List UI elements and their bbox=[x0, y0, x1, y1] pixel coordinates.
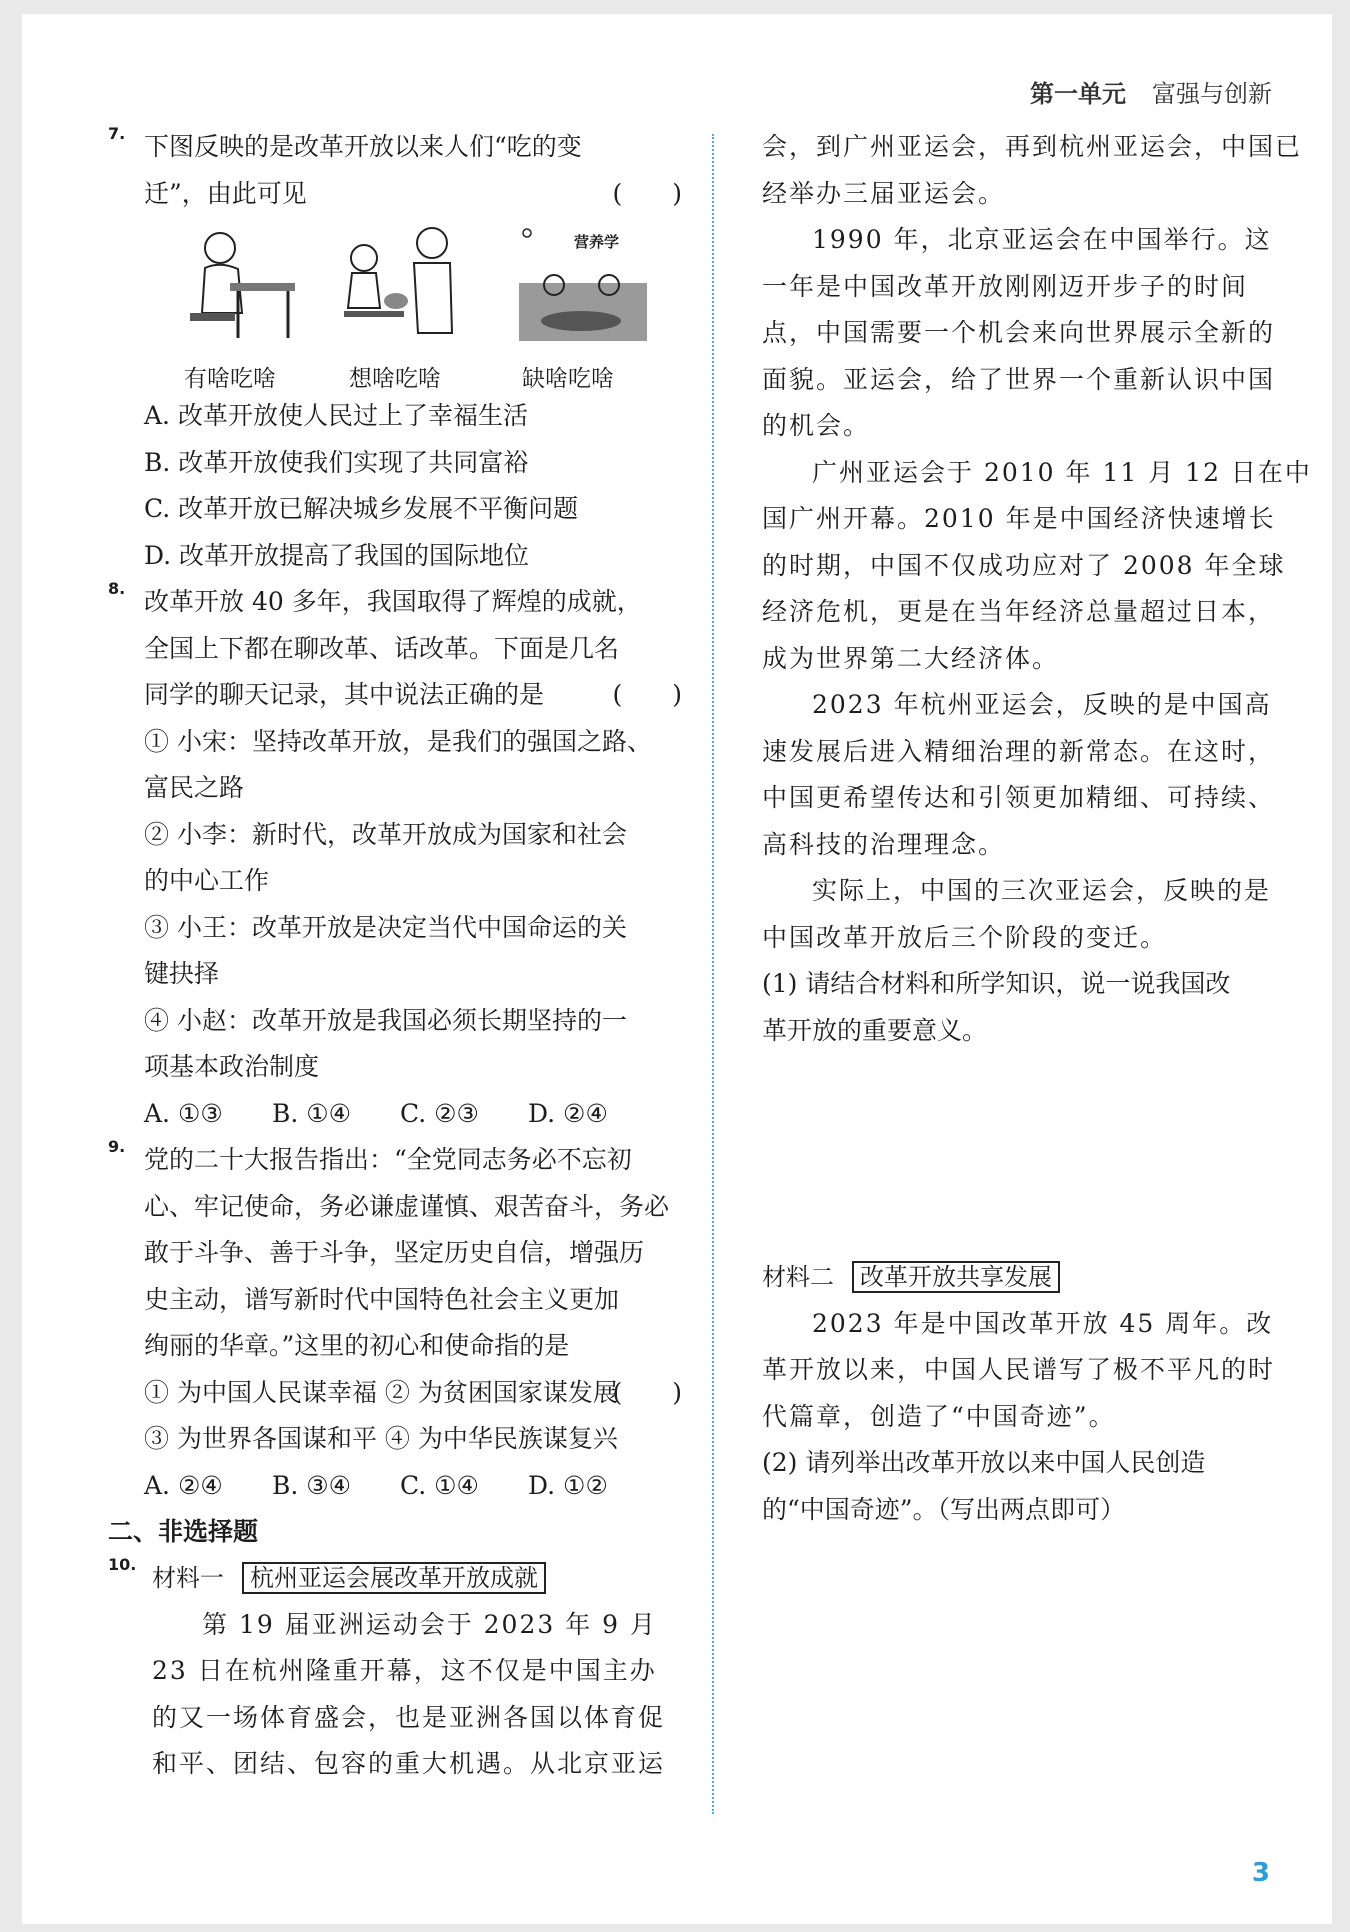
choice-d[interactable]: D. ①② bbox=[528, 1470, 608, 1500]
question-stem: 下图反映的是改革开放以来人们“吃的变 bbox=[144, 132, 582, 161]
unit-label: 第一单元 bbox=[1030, 80, 1126, 108]
page-header bbox=[1030, 74, 1272, 109]
statement-4: ④ 小赵：改革开放是我国必须长期坚持的一 bbox=[144, 1005, 627, 1035]
material-1-text: 会，到广州亚运会，再到杭州亚运会，中国已 bbox=[762, 132, 1303, 161]
material-1-text: 2023 年杭州亚运会，反映的是中国高 bbox=[812, 690, 1272, 719]
eating-change-illustration bbox=[144, 223, 688, 393]
answer-paren[interactable]: ( ) bbox=[612, 680, 682, 709]
nutrition-sign: 营养学 bbox=[574, 233, 620, 251]
material-2-label: 材料二 bbox=[762, 1263, 834, 1291]
question-stem: 全国上下都在聊改革、话改革。下面是几名 bbox=[144, 633, 620, 663]
caption-2: 想啥吃啥 bbox=[349, 366, 441, 392]
q9-choices bbox=[144, 1463, 688, 1510]
question-number: 10. bbox=[108, 1555, 137, 1574]
option-a[interactable]: A. 改革开放使人民过上了幸福生活 bbox=[144, 401, 528, 430]
statement-2-cont: 的中心工作 bbox=[144, 866, 270, 895]
material-1-text: 的又一场体育盛会，也是亚洲各国以体育促 bbox=[152, 1702, 666, 1732]
answer-space-1[interactable] bbox=[762, 1054, 1302, 1254]
choice-c[interactable]: C. ②③ bbox=[400, 1098, 479, 1128]
caption-1: 有啥吃啥 bbox=[184, 366, 276, 392]
material-1-text: 经济危机，更是在当年经济总量超过日本， bbox=[762, 597, 1276, 626]
material-1-text: 一年是中国改革开放刚刚迈开步子的时间 bbox=[762, 271, 1249, 301]
material-1-heading bbox=[152, 1555, 688, 1602]
statement-3: ③ 小王：改革开放是决定当代中国命运的关 bbox=[144, 912, 627, 942]
question-number: 9. bbox=[108, 1137, 126, 1156]
material-2-text: 代篇章，创造了“中国奇迹”。 bbox=[762, 1401, 1116, 1431]
question-stem: 迁”，由此可见 ( ) bbox=[144, 171, 688, 218]
choice-b[interactable]: B. ③④ bbox=[272, 1470, 352, 1500]
material-1-text: 点，中国需要一个机会来向世界展示全新的 bbox=[762, 318, 1276, 347]
material-2-text: 革开放以来，中国人民谱写了极不平凡的时 bbox=[762, 1355, 1276, 1384]
question-number: 8. bbox=[108, 579, 126, 598]
statement-4-cont: 项基本政治制度 bbox=[144, 1052, 320, 1081]
material-1-text: 成为世界第二大经济体。 bbox=[762, 643, 1060, 673]
question-stem: 党的二十大报告指出：“全党同志务必不忘初 bbox=[144, 1145, 632, 1174]
scene-2-image bbox=[334, 223, 464, 353]
question-stem: 敢于斗争、善于斗争，坚定历史自信，增强历 bbox=[144, 1238, 645, 1267]
material-1-text: 高科技的治理理念。 bbox=[762, 829, 1006, 859]
material-1-label: 材料一 bbox=[152, 1564, 224, 1592]
material-1-text: 经举办三届亚运会。 bbox=[762, 178, 1006, 208]
statement-1: ① 小宋：坚持改革开放，是我们的强国之路、 bbox=[144, 726, 652, 756]
sub-question-2-cont: 的“中国奇迹”。（写出两点即可） bbox=[762, 1494, 1126, 1524]
material-1-text: 1990 年，北京亚运会在中国举行。这 bbox=[812, 225, 1272, 254]
question-stem: 史主动，谱写新时代中国特色社会主义更加 bbox=[144, 1284, 620, 1314]
choice-b[interactable]: B. ①④ bbox=[272, 1098, 352, 1128]
question-number: 7. bbox=[108, 124, 126, 143]
material-1-title: 杭州亚运会展改革开放成就 bbox=[242, 1562, 546, 1594]
page bbox=[22, 14, 1332, 1924]
answer-paren[interactable]: ( ) bbox=[612, 178, 682, 208]
question-stem: 同学的聊天记录，其中说法正确的是 ( ) bbox=[144, 672, 688, 719]
scene-1-image bbox=[180, 223, 300, 353]
option-d[interactable]: D. 改革开放提高了我国的国际地位 bbox=[144, 540, 530, 570]
choice-c[interactable]: C. ①④ bbox=[400, 1470, 479, 1500]
choice-d[interactable]: D. ②④ bbox=[528, 1098, 608, 1128]
option-b[interactable]: B. 改革开放使我们实现了共同富裕 bbox=[144, 447, 529, 477]
page-number: 3 bbox=[1251, 1858, 1270, 1888]
question-stem: 绚丽的华章。”这里的初心和使命指的是 bbox=[144, 1331, 570, 1360]
column-divider bbox=[712, 134, 714, 1814]
choice-a[interactable]: A. ②④ bbox=[144, 1470, 223, 1500]
question-stem: 改革开放 40 多年，我国取得了辉煌的成就， bbox=[144, 587, 642, 616]
statement-row-1: ① 为中国人民谋幸福 ② 为贫困国家谋发展 bbox=[144, 1377, 618, 1407]
unit-title: 富强与创新 bbox=[1152, 80, 1272, 108]
question-9 bbox=[108, 1137, 688, 1509]
statement-row-2: ③ 为世界各国谋和平 ④ 为中华民族谋复兴 bbox=[144, 1424, 618, 1453]
sub-question-2: (2) 请列举出改革开放以来中国人民创造 bbox=[762, 1448, 1206, 1477]
material-1-text: 的机会。 bbox=[762, 411, 871, 440]
question-10 bbox=[108, 1555, 688, 1788]
question-7 bbox=[108, 124, 688, 217]
material-2-text: 2023 年是中国改革开放 45 周年。改 bbox=[812, 1308, 1274, 1338]
sub-question-1-cont: 革开放的重要意义。 bbox=[762, 1015, 988, 1045]
statement-2: ② 小李：新时代，改革开放成为国家和社会 bbox=[144, 819, 627, 849]
q7-options bbox=[108, 393, 688, 579]
right-column bbox=[762, 124, 1312, 1533]
question-8 bbox=[108, 579, 688, 1137]
option-c[interactable]: C. 改革开放已解决城乡发展不平衡问题 bbox=[144, 494, 579, 523]
caption-3: 缺啥吃啥 bbox=[522, 366, 614, 392]
statement-1-cont: 富民之路 bbox=[144, 773, 245, 802]
material-1-text: 实际上，中国的三次亚运会，反映的是 bbox=[812, 876, 1272, 905]
sub-question-1: (1) 请结合材料和所学知识，说一说我国改 bbox=[762, 969, 1231, 998]
choice-a[interactable]: A. ①③ bbox=[144, 1098, 223, 1128]
material-1-text: 23 日在杭州隆重开幕，这不仅是中国主办 bbox=[152, 1656, 657, 1685]
material-1-text: 的时期，中国不仅成功应对了 2008 年全球 bbox=[762, 550, 1286, 580]
question-stem: 心、牢记使命，务必谦虚谨慎、艰苦奋斗，务必 bbox=[144, 1191, 670, 1221]
material-1-text: 广州亚运会于 2010 年 11 月 12 日在中 bbox=[812, 457, 1312, 487]
material-2-title: 改革开放共享发展 bbox=[852, 1261, 1060, 1293]
material-1-text: 面貌。亚运会，给了世界一个重新认识中国 bbox=[762, 364, 1276, 394]
material-2-heading bbox=[762, 1254, 1302, 1301]
material-1-text: 国广州开幕。2010 年是中国经济快速增长 bbox=[762, 504, 1276, 533]
section-heading: 二、非选择题 bbox=[108, 1517, 259, 1546]
q8-choices bbox=[144, 1091, 688, 1138]
material-1-text: 第 19 届亚洲运动会于 2023 年 9 月 bbox=[202, 1609, 658, 1639]
statement-3-cont: 键抉择 bbox=[144, 959, 220, 988]
material-1-text: 中国更希望传达和引领更加精细、可持续、 bbox=[762, 783, 1276, 812]
material-1-text: 速发展后进入精细治理的新常态。在这时， bbox=[762, 736, 1276, 766]
left-column bbox=[108, 124, 688, 1788]
answer-paren[interactable]: ( ) bbox=[612, 1377, 682, 1407]
material-1-text: 中国改革开放后三个阶段的变迁。 bbox=[762, 922, 1168, 952]
material-1-text: 和平、团结、包容的重大机遇。从北京亚运 bbox=[152, 1749, 666, 1778]
